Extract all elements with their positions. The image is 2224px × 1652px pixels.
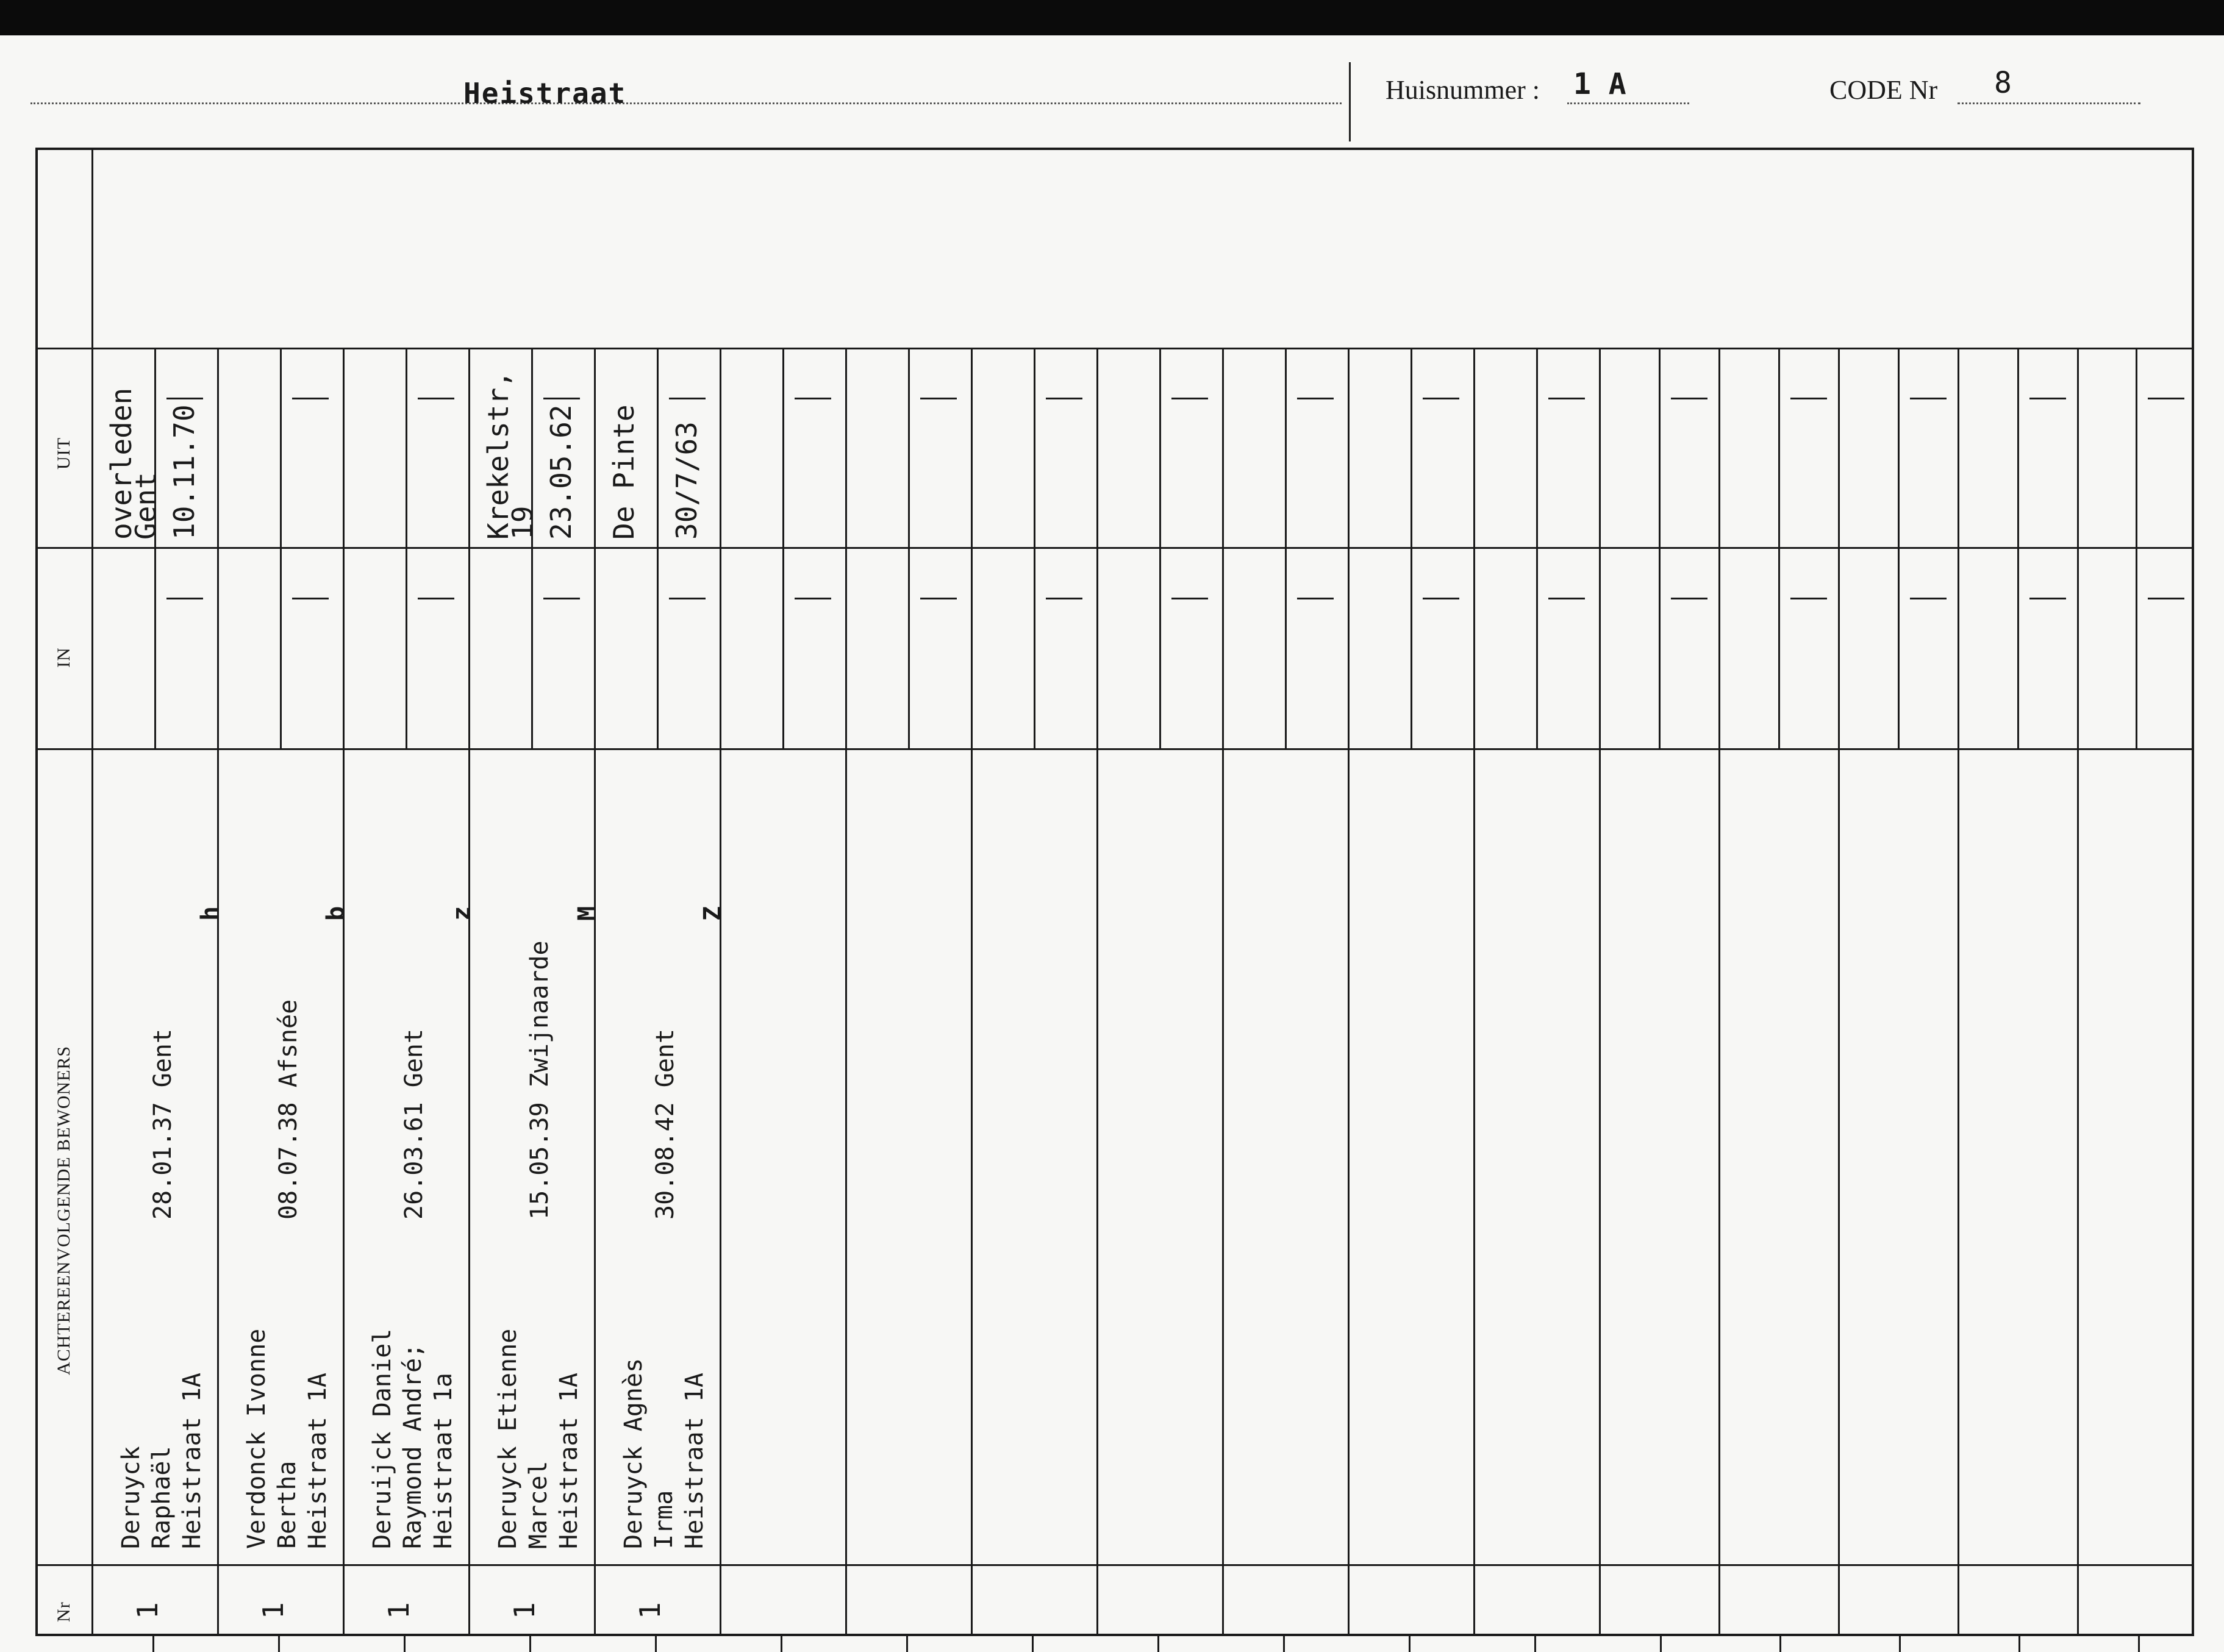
sub-column-divider: [280, 348, 282, 748]
column-divider: [1096, 348, 1098, 1636]
code-label: CODE Nr: [1829, 75, 1938, 105]
column-divider: [217, 348, 219, 1636]
date-dash-mark: [920, 598, 957, 599]
label-column-divider: [91, 148, 93, 1636]
sub-column-divider: [406, 348, 407, 748]
bottom-tick: [1283, 1636, 1285, 1652]
bottom-tick: [1779, 1636, 1781, 1652]
resident-marker: h: [196, 906, 224, 921]
in-label: IN: [54, 647, 74, 668]
huisnummer-value: 1 A: [1573, 67, 1626, 101]
date-dash-mark: [543, 398, 580, 399]
street-dotted-line: [30, 102, 1342, 104]
bottom-tick: [781, 1636, 782, 1652]
uit-place: Gent: [129, 472, 162, 540]
resident-name-line: Deruyck: [117, 1446, 145, 1549]
bottom-tick: [529, 1636, 531, 1652]
resident-birth: 15.05.39 Zwijnaarde: [526, 940, 554, 1220]
header-separator: [1349, 62, 1351, 141]
date-dash-mark: [543, 598, 580, 599]
resident-name-line: Bertha: [273, 1461, 301, 1549]
bottom-tick: [1409, 1636, 1411, 1652]
sub-column-divider: [2136, 348, 2137, 748]
resident-name-line: Heistraat 1a: [429, 1373, 457, 1549]
row-divider-uit-in: [35, 547, 2194, 549]
resident-birth: 26.03.61 Gent: [400, 1028, 428, 1220]
uit-place: Krekelstr,: [482, 371, 515, 540]
uit-label: UIT: [54, 437, 74, 470]
date-dash-mark: [166, 598, 203, 599]
date-dash-mark: [1910, 398, 1947, 399]
resident-name-line: Deruyck Agnès: [620, 1357, 648, 1549]
resident-name-line: Marcel: [524, 1461, 552, 1549]
sub-column-divider: [908, 348, 910, 748]
bottom-tick: [2138, 1636, 2140, 1652]
uit-place: 19: [506, 506, 539, 540]
huisnummer-dotted-line: [1567, 102, 1689, 104]
street-name: Heistraat: [463, 77, 627, 110]
resident-name-line: Raymond André;: [399, 1343, 427, 1549]
resident-name-line: Deruijck Daniel: [368, 1328, 396, 1549]
date-dash-mark: [1910, 598, 1947, 599]
uit-date: 30/7/63: [670, 421, 703, 540]
date-dash-mark: [2148, 598, 2184, 599]
sub-column-divider: [1659, 348, 1661, 748]
date-dash-mark: [1046, 398, 1082, 399]
resident-name-line: Heistraat 1A: [178, 1373, 206, 1549]
date-dash-mark: [1548, 598, 1585, 599]
resident-marker: b: [322, 906, 350, 921]
date-dash-mark: [1297, 598, 1334, 599]
bottom-tick: [1157, 1636, 1159, 1652]
huisnummer-label: Huisnummer :: [1386, 75, 1540, 105]
sub-column-divider: [1898, 348, 1900, 748]
row-divider-top: [35, 348, 2194, 349]
resident-marker: z: [448, 906, 476, 921]
date-dash-mark: [795, 398, 831, 399]
resident-name-line: Heistraat 1A: [681, 1373, 709, 1549]
sub-column-divider: [1778, 348, 1780, 748]
code-dotted-line: [1958, 102, 2140, 104]
uit-date: 23.05.62: [545, 404, 577, 540]
sub-column-divider: [782, 348, 784, 748]
resident-name-line: Heistraat 1A: [555, 1373, 583, 1549]
sub-column-divider: [1034, 348, 1035, 748]
column-divider: [720, 348, 721, 1636]
bottom-tick: [906, 1636, 908, 1652]
sub-column-divider: [1536, 348, 1538, 748]
date-dash-mark: [920, 398, 957, 399]
date-dash-mark: [1297, 398, 1334, 399]
date-dash-mark: [2148, 398, 2184, 399]
uit-place: overleden: [105, 387, 138, 540]
column-divider: [971, 348, 973, 1636]
scan-top-border: [0, 0, 2224, 35]
resident-name-line: Verdonck Ivonne: [243, 1328, 271, 1549]
column-divider: [594, 348, 596, 1636]
bottom-tick: [404, 1636, 406, 1652]
sub-column-divider: [2017, 348, 2019, 748]
column-divider: [1222, 348, 1224, 1636]
sub-column-divider: [531, 348, 533, 748]
column-divider: [1473, 348, 1475, 1636]
resident-name-line: Raphaël: [148, 1446, 176, 1549]
date-dash-mark: [1171, 398, 1208, 399]
sub-column-divider: [657, 348, 659, 748]
resident-nr: 1: [508, 1602, 541, 1619]
date-dash-mark: [292, 398, 329, 399]
date-dash-mark: [795, 598, 831, 599]
date-dash-mark: [1671, 398, 1707, 399]
bottom-tick: [655, 1636, 657, 1652]
row-divider-in-bewoners: [35, 748, 2194, 750]
date-dash-mark: [1790, 598, 1827, 599]
uit-date: 10.11.70: [168, 404, 201, 540]
date-dash-mark: [669, 598, 706, 599]
uit-place: De Pinte: [607, 404, 640, 540]
bottom-tick: [152, 1636, 154, 1652]
resident-birth: 08.07.38 Afsnée: [274, 999, 302, 1220]
sub-column-divider: [1159, 348, 1161, 748]
date-dash-mark: [2029, 598, 2066, 599]
column-divider: [1958, 348, 1959, 1636]
bottom-tick: [1660, 1636, 1662, 1652]
resident-name-line: Heistraat 1A: [304, 1373, 332, 1549]
resident-nr: 1: [257, 1602, 290, 1619]
date-dash-mark: [2029, 398, 2066, 399]
date-dash-mark: [292, 598, 329, 599]
resident-nr: 1: [131, 1602, 164, 1619]
sub-column-divider: [1285, 348, 1287, 748]
column-divider: [343, 348, 345, 1636]
date-dash-mark: [1790, 398, 1827, 399]
date-dash-mark: [166, 398, 203, 399]
resident-nr: 1: [634, 1602, 667, 1619]
bottom-tick: [1899, 1636, 1901, 1652]
resident-marker: M: [573, 906, 601, 921]
resident-marker: Z: [699, 906, 727, 921]
column-divider: [1599, 348, 1601, 1636]
resident-name-line: Irma: [650, 1490, 678, 1549]
sub-column-divider: [154, 348, 156, 748]
date-dash-mark: [418, 598, 454, 599]
resident-name-line: Deruyck Etienne: [494, 1328, 522, 1549]
bottom-tick: [278, 1636, 280, 1652]
date-dash-mark: [418, 398, 454, 399]
resident-birth: 28.01.37 Gent: [149, 1028, 177, 1220]
date-dash-mark: [1671, 598, 1707, 599]
bottom-tick: [1534, 1636, 1536, 1652]
row-divider-bewoners-nr: [35, 1564, 2194, 1566]
bottom-tick: [2018, 1636, 2020, 1652]
date-dash-mark: [1046, 598, 1082, 599]
nr-label: Nr: [54, 1601, 74, 1622]
column-divider: [1838, 348, 1840, 1636]
column-divider: [468, 348, 470, 1636]
register-frame: [35, 148, 2194, 1636]
date-dash-mark: [1171, 598, 1208, 599]
bottom-tick: [1032, 1636, 1034, 1652]
date-dash-mark: [1548, 398, 1585, 399]
resident-nr: 1: [382, 1602, 415, 1619]
date-dash-mark: [1423, 598, 1459, 599]
column-divider: [845, 348, 847, 1636]
column-divider: [1348, 348, 1350, 1636]
bewoners-label: ACHTEREENVOLGENDE BEWONERS: [54, 1045, 74, 1375]
sub-column-divider: [1411, 348, 1412, 748]
date-dash-mark: [1423, 398, 1459, 399]
code-value: 8: [1994, 66, 2012, 100]
column-divider: [1718, 348, 1720, 1636]
column-divider: [2077, 348, 2079, 1636]
resident-birth: 30.08.42 Gent: [651, 1028, 679, 1220]
date-dash-mark: [669, 398, 706, 399]
